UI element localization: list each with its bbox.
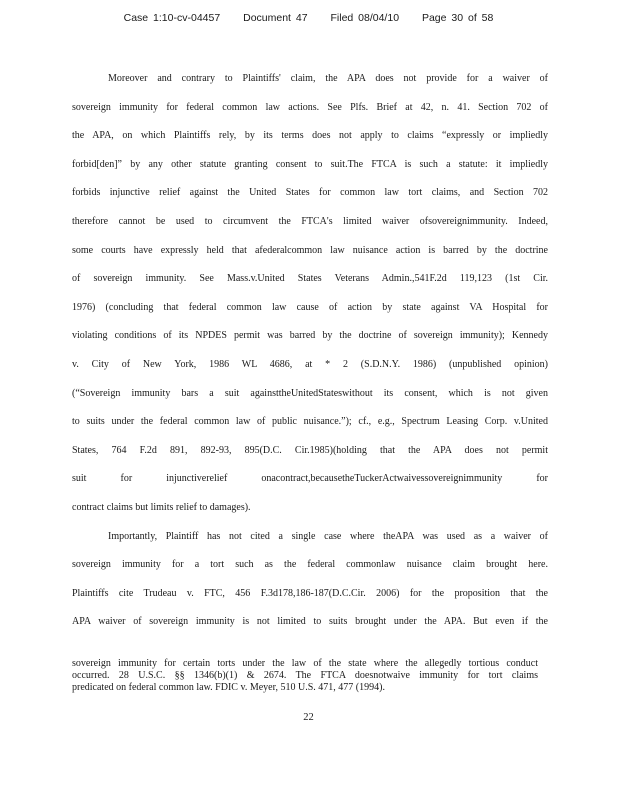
text-line: Moreover and contrary to Plaintiffs' claim, the APA does not provide for a waiver of <box>108 73 548 84</box>
document-number: Document 47 <box>243 12 308 24</box>
text-line: therefore cannot be used to circumvent the FTCA's limited waiver ofsovereignimmunity. Indeed, <box>72 215 548 227</box>
text-line: the APA, on which Plaintiffs rely, by its terms does not apply to claims “expressly or impliedly <box>72 130 548 142</box>
footnote-line: predicated on federal common law. FDIC v. Meyer, 510 U.S. 471, 477 (1994). <box>72 682 385 693</box>
text-line: forbid[den]” by any other statute granting consent to suit.The FTCA is such a statute: it impliedly <box>72 158 548 170</box>
text-line: suit for injunctiverelief onacontract,becausetheTuckerActwaivessovereignimmunity for <box>72 473 548 485</box>
text-line: sovereign immunity for federal common law actions. See Plfs. Brief at 42, n. 41. Section 702 of <box>72 101 548 113</box>
text-line: APA waiver of sovereign immunity is not limited to suits brought under the APA. But even if the <box>72 616 548 628</box>
text-line: Importantly, Plaintiff has not cited a single case where theAPA was used as a waiver of <box>108 530 548 542</box>
text-line: to suits under the federal common law of public nuisance.”); cf., e.g., Spectrum Leasing Corp. v.United <box>72 416 548 428</box>
footnote-line: sovereign immunity for certain torts under the law of the state where the allegedly tortious conduct <box>72 658 538 669</box>
text-line: (“Sovereign immunity bars a suit againsttheUnitedStateswithout its consent, which is not given <box>72 387 548 399</box>
text-line: forbids injunctive relief against the United States for common law tort claims, and Section 702 <box>72 187 548 199</box>
text-line: sovereign immunity for a tort such as the federal commonlaw nuisance claim brought here. <box>72 559 548 571</box>
page-number: 22 <box>303 712 314 723</box>
text-line: contract claims but limits relief to damages). <box>72 501 251 513</box>
text-line: 1976) (concluding that federal common law cause of action by state against VA Hospital for <box>72 301 548 313</box>
footnote-line: occurred. 28 U.S.C. §§ 1346(b)(1) & 2674. The FTCA doesnotwaive immunity for tort claims <box>72 670 538 681</box>
page-count: Page 30 of 58 <box>421 12 494 24</box>
text-line: States, 764 F.2d 891, 892-93, 895(D.C. Cir.1985)(holding that the APA does not permit <box>72 444 548 456</box>
filed-date: Filed 08/04/10 <box>330 12 400 24</box>
text-line: of sovereign immunity. See Mass.v.United States Veterans Admin.,541F.2d 119,123 (1st Cir. <box>72 273 548 285</box>
text-line: violating conditions of its NPDES permit was barred by the doctrine of sovereign immunity); Kennedy <box>72 330 548 342</box>
case-number: Case 1:10-cv-04457 <box>123 12 221 24</box>
page-header <box>0 12 617 24</box>
text-line: v. City of New York, 1986 WL 4686, at * 2 (S.D.N.Y. 1986) (unpublished opinion) <box>72 358 548 370</box>
document-body <box>72 72 548 644</box>
text-line: some courts have expressly held that afederalcommon law nuisance action is barred by the doctrine <box>72 244 548 256</box>
footnote <box>72 658 538 694</box>
text-line: Plaintiffs cite Trudeau v. FTC, 456 F.3d178,186-187(D.C.Cir. 2006) for the proposition that the <box>72 587 548 599</box>
